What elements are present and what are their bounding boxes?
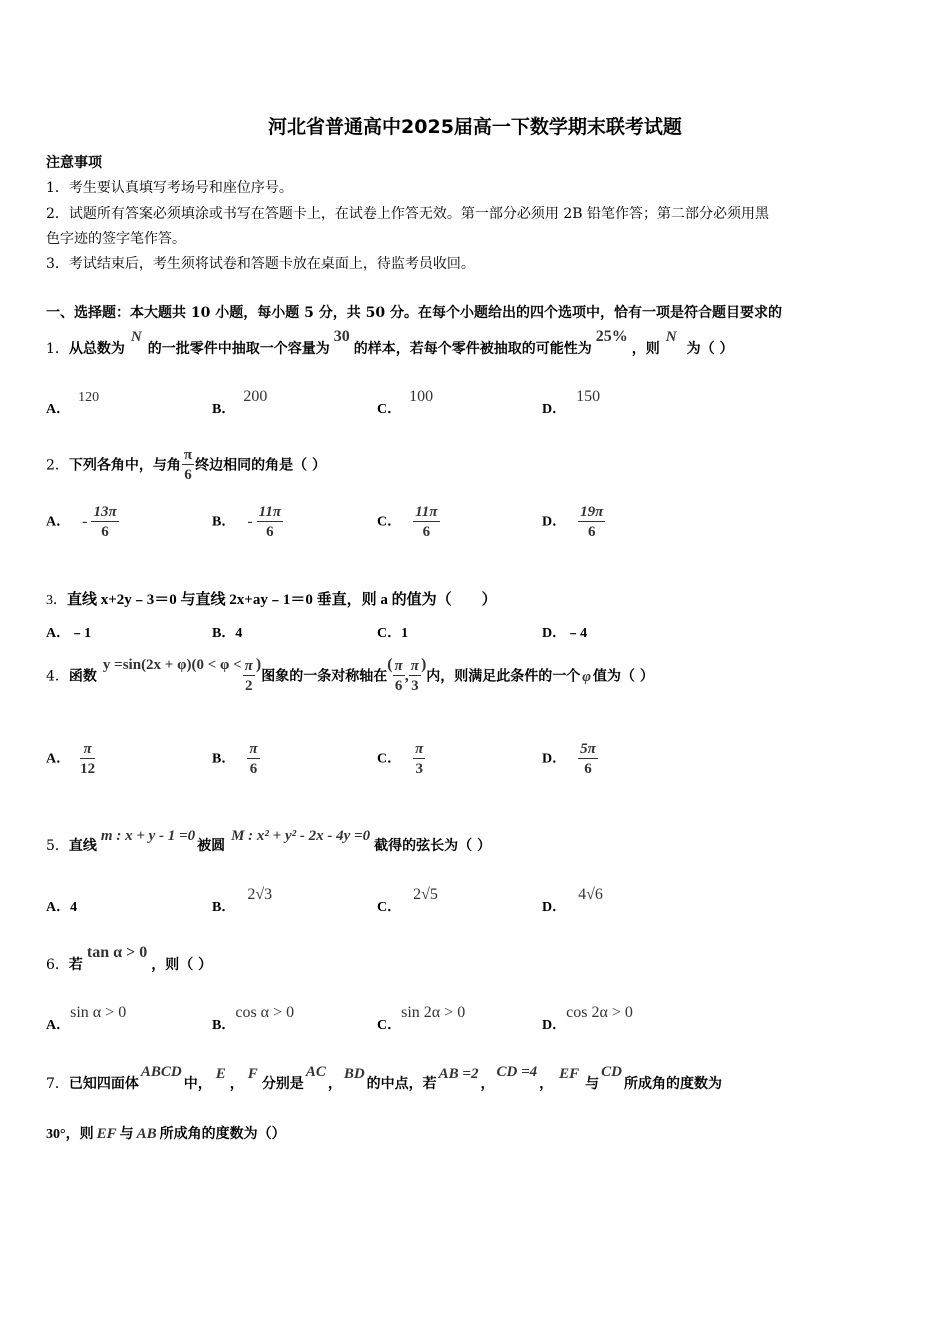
question-2: 2．下列各角中，与角 $\frac{\pi}{6}$ 终边相同的角是（ ） [46, 447, 327, 483]
q2-option-d[interactable]: D． $\frac{19\pi}{6}$ [542, 504, 604, 540]
section-heading: 一、选择题：本大题共 10 小题，每小题 5 分，共 50 分。在每个小题给出的四个选项中，恰有一项是符合题目要求的 [46, 305, 782, 321]
question-3: 3．直线 x+2y﹣3＝0 与直线 2x+ay﹣1＝0 垂直，则 a 的值为（ ） [46, 592, 497, 608]
q6-option-c[interactable]: C．sin 2α > 0 [377, 1004, 466, 1033]
q2-option-c[interactable]: C． $\frac{11\pi}{6}$ [377, 504, 438, 540]
page-title: 河北省普通高中2025届高一下数学期末联考试题 [268, 116, 682, 138]
q6-option-d[interactable]: D．cos 2α > 0 [542, 1004, 633, 1033]
q5-option-a[interactable]: A．4 [46, 900, 78, 915]
question-1: 1．从总数为N的一批零件中抽取一个容量为30的样本，若每个零件被抽取的可能性为25%，则N为（ ） [46, 328, 734, 357]
q6-option-b[interactable]: B．cos α > 0 [212, 1004, 295, 1033]
q1-option-d[interactable]: D．150 [542, 388, 601, 417]
q1-option-a[interactable]: A．120 [46, 390, 100, 417]
q5-option-d[interactable]: D．4√6 [542, 886, 603, 915]
notice-item-3: 3．考试结束后，考生须将试卷和答题卡放在桌面上，待监考员收回。 [46, 256, 475, 272]
question-7-cont: 30°，则 EF 与 AB 所成角的度数为（） [46, 1126, 286, 1142]
q3-option-b[interactable]: B．4 [212, 626, 243, 641]
q5-option-b[interactable]: B．2√3 [212, 886, 273, 915]
q3-option-d[interactable]: D．﹣4 [542, 626, 588, 641]
question-7: 7．已知四面体ABCD中，E，F分别是AC，BD的中点，若AB =2，CD =4，EF与CD所成角的度数为 [46, 1064, 722, 1092]
q5-option-c[interactable]: C．2√5 [377, 886, 438, 915]
notice-heading: 注意事项 [46, 155, 102, 171]
q4-option-d[interactable]: D． $\frac{5\pi}{6}$ [542, 741, 596, 777]
q2-option-b[interactable]: B． - $\frac{11\pi}{6}$ [212, 504, 282, 540]
q2-option-a[interactable]: A． - $\frac{13\pi}{6}$ [46, 504, 117, 540]
notice-item-2-cont: 色字迹的签字笔作答。 [46, 231, 186, 247]
question-6: 6．若tan α > 0，则（ ） [46, 944, 213, 973]
q6-option-a[interactable]: A．sin α > 0 [46, 1004, 127, 1033]
q1-option-c[interactable]: C．100 [377, 388, 434, 417]
question-5: 5．直线m : x + y - 1 =0被圆M : x² + y² - 2x - 4y =0截得的弦长为（ ） [46, 828, 491, 854]
q4-option-b[interactable]: B． $\frac{\pi}{6}$ [212, 741, 258, 777]
notice-item-1: 1．考生要认真填写考场号和座位序号。 [46, 180, 293, 196]
q4-option-a[interactable]: A． $\frac{\pi}{12}$ [46, 741, 96, 777]
q3-option-c[interactable]: C．1 [377, 626, 409, 641]
q3-option-a[interactable]: A．﹣1 [46, 626, 92, 641]
question-4: 4．函数y =sin(2x + φ)(0 < φ < $\frac{\pi}{2}$ )图象的一条对称轴在( $\frac{\pi}{6}$ , $\frac{\pi}{3}$ )内，则满足此条件的一个 φ 值为（ ） [46, 655, 654, 694]
q4-option-c[interactable]: C． $\frac{\pi}{3}$ [377, 741, 424, 777]
q1-option-b[interactable]: B．200 [212, 388, 268, 417]
notice-item-2: 2．试题所有答案必须填涂或书写在答题卡上，在试卷上作答无效。第一部分必须用 2B 铅笔作答；第二部分必须用黑 [46, 206, 769, 222]
